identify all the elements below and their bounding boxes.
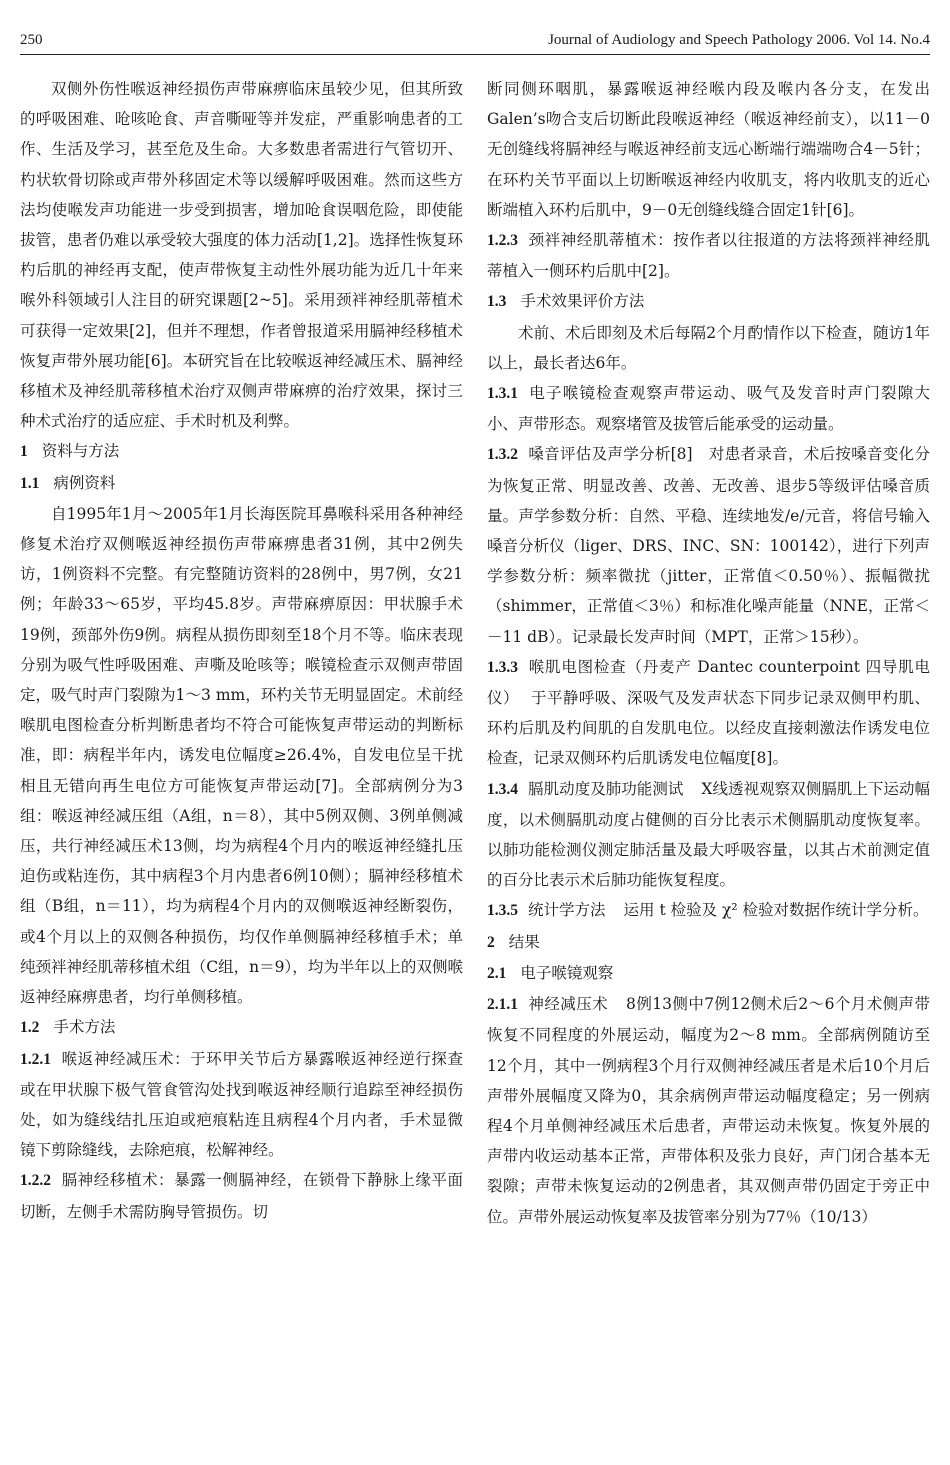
section-number: 1.2 [20, 1019, 40, 1037]
section-title: 电子喉镜观察 [520, 963, 614, 982]
subsection-number: 1.3.2 [487, 446, 518, 464]
subsection-number: 1.3.3 [487, 658, 518, 676]
subsection-2-1-1 [487, 989, 930, 1232]
subsection-number: 1.3.1 [487, 385, 518, 403]
section-2-1-heading [487, 958, 930, 989]
case-data-paragraph: 自1995年1月～2005年1月长海医院耳鼻喉科采用各种神经修复术治疗双侧喉返神经损伤声带麻痹患者31例，其中2例失访，1例资料不完整。有完整随访资料的28例中，男7例，女21例；年龄33～65岁，平均45.8岁。声带麻痹原因：甲状腺手术19例，颈部外伤9例。病程从损伤即刻至18个月不等。临床表现分别为吸气性呼吸困难、声嘶及呛咳等；喉镜检查示双侧声带固定，吸气时声门裂隙为1～3 mm，环杓关节无明显固定。术前经喉肌电图检查分析判断患者均不符合可能恢复声带运动的判断标准，即：病程半年内，诱发电位幅度≥26.4%，自发电位呈干扰相且无错向再生电位方可能恢复声带运动[7]。全部病例分为3组：喉返神经减压组（A组，n＝8），其中5例双侧、3例单侧减压，共行神经减压术13侧，均为病程4个月内的喉返神经缝扎压迫伤或粘连伤，其中病程3个月内患者6例10侧）；膈神经移植术组（B组，n＝11），均为病程4个月内的双侧喉返神经断裂伤，或4个月以上的双侧各种损伤，均仅作单侧膈神经移植手术；单纯颈袢神经肌蒂移植术组（C组，n＝9），均为半年以上的双侧喉返神经麻痹患者，均行单侧移植。 [20, 504, 463, 1007]
subsection-title: 喉返神经减压术： [61, 1049, 191, 1068]
subsection-text: X线透视观察双侧膈肌上下运动幅度，以术侧膈肌动度占健侧的百分比表示术侧膈肌动度恢复率。以肺功能检测仪测定肺活量及最大呼吸容量，以其占术前测定值的百分比表示术后肺功能恢复程度。 [487, 779, 930, 890]
subsection-1-3-3 [487, 652, 930, 774]
section-1-2-heading [20, 1012, 463, 1043]
intro-paragraph: 双侧外伤性喉返神经损伤声带麻痹临床虽较少见，但其所致的呼吸困难、呛咳呛食、声音嘶哑等并发症，严重影响患者的工作、生活及学习，甚至危及生命。大多数患者需进行气管切开、杓状软骨切除或声带外移固定术等以缓解呼吸困难。然而这些方法均使喉发声功能进一步受到损害，增加呛食误咽危险，即使能拔管，患者仍难以承受较大强度的体力活动[1,2]。选择性恢复环杓后肌的神经再支配，使声带恢复主动性外展功能为近几十年来喉外科领域引人注目的研究课题[2~5]。采用颈袢神经肌蒂植术可获得一定效果[2]，但并不理想，作者曾报道采用膈神经移植术恢复声带外展功能[6]。本研究旨在比较喉返神经减压术、膈神经移植术及神经肌蒂移植术治疗双侧声带麻痹的治疗效果，探讨三种术式治疗的适应症、手术时机及利弊。 [20, 80, 463, 431]
subsection-1-2-3 [487, 225, 930, 286]
subsection-number: 1.2.2 [20, 1172, 51, 1190]
subsection-1-3-5 [487, 895, 930, 926]
page-number: 250 [20, 32, 43, 48]
section-1-heading [20, 436, 463, 467]
subsection-title: 颈袢神经肌蒂植术： [528, 231, 674, 250]
subsection-number: 2.1.1 [487, 996, 518, 1014]
section-1-3-heading [487, 286, 930, 317]
page-header [20, 28, 930, 55]
right-column [487, 74, 930, 1232]
subsection-title: 喉肌电图检查（丹麦产 Dantec counterpoint 四导肌电仪） [487, 657, 930, 708]
section-title: 结果 [508, 932, 540, 951]
subsection-1-3-4 [487, 774, 930, 896]
subsection-text: 运用 t 检验及 χ² 检验对数据作统计学分析。 [623, 901, 929, 920]
section-2-heading [487, 927, 930, 958]
subsection-1-3-2 [487, 439, 930, 651]
subsection-text: 暴露一侧膈神经，在锁骨下静脉上缘平面切断，左侧手术需防胸导管损伤。切 [20, 1171, 463, 1221]
section-number: 1 [20, 443, 28, 461]
subsection-text: 按作者以往报道的方法将颈袢神经肌蒂植入一侧环杓后肌中[2]。 [487, 231, 930, 281]
section-number: 2.1 [487, 964, 507, 982]
section-number: 1.1 [20, 474, 40, 492]
section-title: 手术方法 [53, 1018, 116, 1037]
subsection-number: 1.2.3 [487, 232, 518, 250]
left-column [20, 74, 463, 1227]
subsection-text: 对患者录音，术后按嗓音变化分为恢复正常、明显改善、改善、无改善、退步5等级评估嗓音质量。声学参数分析：自然、平稳、连续地发/e/元音，将信号输入嗓音分析仪（liger、DRS、INC、SN：100142），进行下列声学参数分析：频率微扰（jitter，正常值＜0.50％）、振幅微扰（shimmer，正常值＜3％）和标准化噪声能量（NNE，正常＜－11 dB）。记录最长发声时间（MPT，正常＞15秒）。 [487, 445, 930, 646]
journal-title: Journal of Audiology and Speech Pathology 2006. Vol 14. No.4 [548, 32, 930, 48]
subsection-title: 膈神经移植术： [61, 1171, 175, 1190]
subsection-number: 1.3.4 [487, 780, 518, 798]
subsection-1-3-1 [487, 378, 930, 439]
subsection-1-2-2 [20, 1165, 463, 1226]
subsection-text: 电子喉镜检查观察声带运动、吸气及发音时声门裂隙大小、声带形态。观察堵管及拔管后能承受的运动量。 [487, 384, 930, 434]
subsection-number: 1.2.1 [20, 1050, 51, 1068]
subsection-title: 神经减压术 [528, 995, 609, 1014]
subsection-title: 统计学方法 [528, 901, 606, 920]
subsection-text: 于环甲关节后方暴露喉返神经逆行探查或在甲状腺下极气管食管沟处找到喉返神经顺行追踪至神经损伤处，如为缝线结扎压迫或疤痕粘连且病程4个月内者，手术显微镜下剪除缝线，去除疤痕，松解神经。 [20, 1049, 463, 1160]
subsection-title: 膈肌动度及肺功能测试 [528, 779, 684, 798]
subsection-title: 嗓音评估及声学分析[8] [528, 445, 693, 464]
subsection-number: 1.3.5 [487, 902, 518, 920]
evaluation-paragraph: 术前、术后即刻及术后每隔2个月酌情作以下检查，随访1年以上，最长者达6年。 [487, 323, 930, 372]
subsection-text: 于平静呼吸、深吸气及发声状态下同步记录双侧甲杓肌、环杓后肌及杓间肌的自发肌电位。以经皮直接刺激法作诱发电位检查，记录双侧环杓后肌诱发电位幅度[8]。 [487, 689, 930, 768]
section-number: 1.3 [487, 293, 507, 311]
subsection-text: 8例13侧中7例12侧术后2～6个月术侧声带恢复不同程度的外展运动，幅度为2～8 mm。全部病例随访至12个月，其中一例病程3个月行双侧神经减压者是术后10个月后声带外展幅度又降为0，其余病例声带运动幅度稳定；另一例病程4个月单侧神经减压术后患者，声带运动未恢复。恢复外展的声带内收运动基本正常，声带体积及张力良好，声门闭合基本无裂隙；声带未恢复运动的2例患者，其双侧声带仍固定于旁正中位。声带外展运动恢复率及拔管率分别为77％（10/13） [487, 995, 930, 1226]
section-number: 2 [487, 933, 495, 951]
section-title: 资料与方法 [41, 442, 120, 461]
subsection-1-2-1 [20, 1044, 463, 1166]
continued-paragraph: 断同侧环咽肌，暴露喉返神经喉内段及喉内各分支，在发出Galen’s吻合支后切断此段喉返神经（喉返神经前支），以11－0无创缝线将膈神经与喉返神经前支远心断端行端端吻合4－5针；在环杓关节平面以上切断喉返神经内收肌支，将内收肌支的近心断端植入环杓后肌中，9－0无创缝线缝合固定1针[6]。 [487, 80, 930, 219]
section-title: 病例资料 [53, 473, 116, 492]
section-title: 手术效果评价方法 [520, 292, 645, 311]
section-1-1-heading [20, 468, 463, 499]
